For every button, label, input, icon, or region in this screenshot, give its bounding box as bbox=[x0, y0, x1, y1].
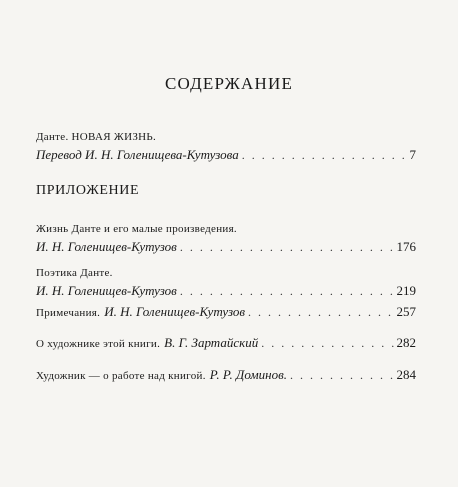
entry-line bbox=[36, 334, 416, 353]
entry-title: Жизнь Данте и его малые произведения. bbox=[36, 223, 237, 235]
entry-author-line bbox=[36, 146, 416, 164]
page-number: 7 bbox=[409, 147, 416, 162]
toc-entry-1[interactable] bbox=[36, 220, 416, 256]
entry-author: И. Н. Голенищев-Кутузов bbox=[36, 239, 177, 254]
page-title: СОДЕРЖАНИЕ bbox=[164, 74, 294, 93]
entry-author: Р. Р. Доминов. bbox=[209, 367, 287, 382]
dot-leader bbox=[242, 146, 407, 164]
page-number: 176 bbox=[396, 239, 416, 254]
page-number: 219 bbox=[396, 283, 416, 298]
appendix-heading: ПРИЛОЖЕНИЕ bbox=[36, 183, 140, 198]
entry-title: Художник — о работе над книгой. bbox=[36, 370, 206, 382]
toc-entry-4[interactable] bbox=[36, 334, 416, 353]
entry-title: Данте. НОВАЯ ЖИЗНЬ. bbox=[36, 131, 157, 143]
entry-title: Примечания. bbox=[36, 307, 101, 319]
toc-entry-2[interactable] bbox=[36, 264, 416, 300]
dot-leader bbox=[180, 238, 394, 256]
entry-author: В. Г. Зартайский bbox=[164, 335, 259, 350]
entry-author-line bbox=[36, 238, 416, 256]
page-number: 257 bbox=[396, 304, 416, 319]
dot-leader bbox=[261, 334, 393, 352]
toc-entry-3[interactable] bbox=[36, 303, 416, 322]
entry-author: И. Н. Голенищев-Кутузов bbox=[36, 283, 177, 298]
page-number: 284 bbox=[396, 367, 416, 382]
entry-translator: Перевод И. Н. Голенищева-Кутузова bbox=[36, 147, 239, 162]
entry-title: Поэтика Данте. bbox=[36, 267, 113, 279]
toc-entry-5[interactable] bbox=[36, 366, 416, 385]
entry-author-line bbox=[36, 282, 416, 300]
dot-leader bbox=[248, 303, 393, 321]
entry-title-line bbox=[36, 264, 416, 282]
entry-line bbox=[36, 303, 416, 322]
toc-entry-main[interactable] bbox=[36, 128, 416, 164]
entry-title-line bbox=[36, 128, 416, 146]
entry-title: О художнике этой книги. bbox=[36, 338, 161, 350]
entry-line bbox=[36, 366, 416, 385]
dot-leader bbox=[290, 366, 394, 384]
page-number: 282 bbox=[396, 335, 416, 350]
entry-author: И. Н. Голенищев-Кутузов bbox=[104, 304, 246, 319]
entry-title-line bbox=[36, 220, 416, 238]
dot-leader bbox=[180, 282, 394, 300]
